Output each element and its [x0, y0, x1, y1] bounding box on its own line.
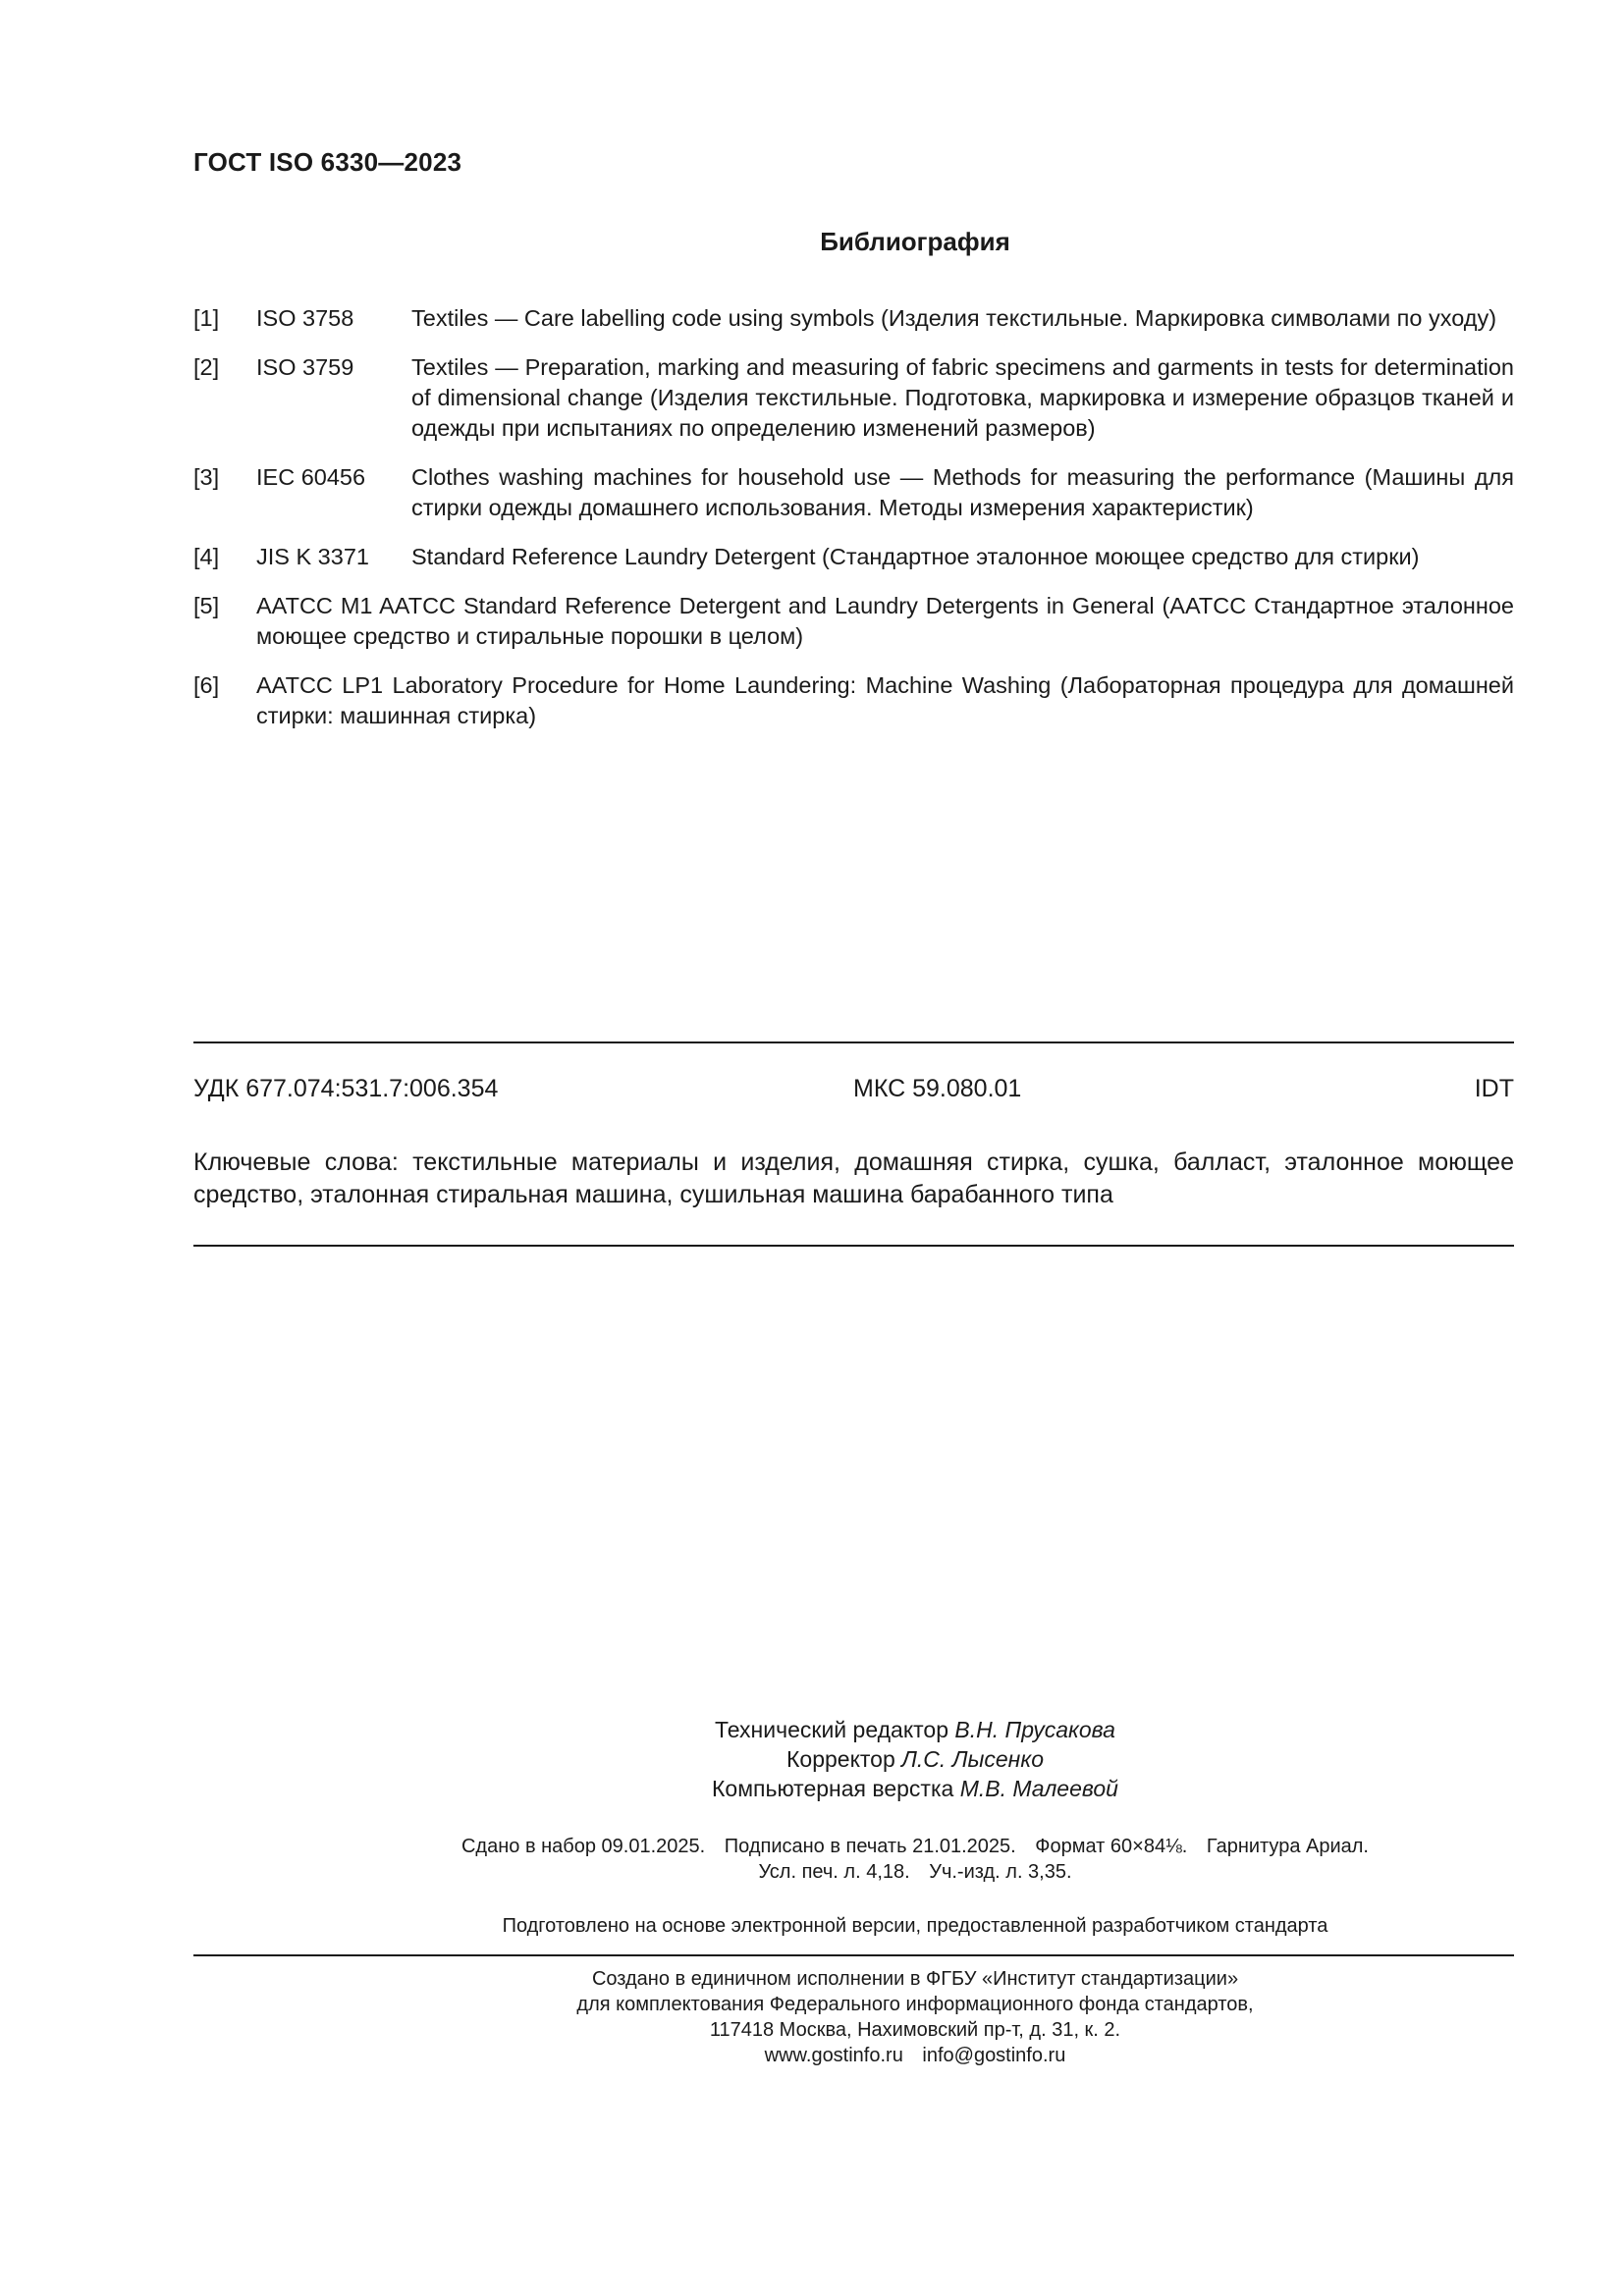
email-link[interactable]: info@gostinfo.ru: [922, 2045, 1066, 2066]
footer-line: для комплектования Федерального информационного фонда стандартов,: [576, 1994, 1254, 2015]
submitted-date: Сдано в набор 09.01.2025.: [460, 1836, 706, 1857]
credit-corrector: [206, 1744, 1624, 1774]
idt-label: IDT: [1474, 1075, 1514, 1102]
ref-number: [6]: [193, 672, 220, 698]
credit-layout: [206, 1774, 1624, 1803]
divider-bottom: [193, 1954, 1514, 1956]
credits-block: [0, 1715, 1624, 1803]
ref-number: [1]: [193, 305, 220, 331]
signed-date: Подписано в печать 21.01.2025.: [724, 1836, 1016, 1857]
bibliography-entry: [193, 462, 1514, 523]
ref-text: Standard Reference Laundry Detergent (Стандартное эталонное моющее средство для стирки): [411, 544, 1420, 569]
ref-number: [2]: [193, 354, 220, 380]
credit-label: Технический редактор: [715, 1717, 949, 1742]
paper-format: Формат 60×84⅛.: [1035, 1836, 1188, 1857]
ref-text: AATCC M1 AATCC Standard Reference Detergent and Laundry Detergents in General (AATCC Стандартное эталонное моющее средство и стиральные порошки в целом): [256, 593, 1514, 649]
ref-code: ISO 3759: [256, 354, 354, 380]
standard-header: ГОСТ ISO 6330—2023: [193, 147, 462, 177]
footer: [0, 1966, 1624, 2068]
ref-code: JIS K 3371: [256, 544, 369, 569]
divider-top: [193, 1041, 1514, 1043]
prepared-note: Подготовлено на основе электронной версии, предоставленной разработчиком стандарта: [502, 1915, 1328, 1937]
credit-name: Л.С. Лысенко: [901, 1746, 1044, 1772]
publication-line-2: [206, 1859, 1624, 1885]
bibliography-entry: [193, 591, 1514, 652]
credit-name: М.В. Малеевой: [959, 1776, 1118, 1801]
ref-number: [4]: [193, 544, 220, 569]
ref-text: Clothes washing machines for household use — Methods for measuring the performance (Машины для стирки одежды домашнего использования. Методы измерения характеристик): [411, 464, 1514, 520]
credit-tech-editor: [206, 1715, 1624, 1744]
credit-label: Корректор: [786, 1746, 895, 1772]
credit-name: В.Н. Прусакова: [954, 1717, 1115, 1742]
ref-code: IEC 60456: [256, 464, 366, 490]
keywords: Ключевые слова: текстильные материалы и изделия, домашняя стирка, сушка, балласт, эталонное моющее средство, эталонная стиральная машина, сушильная машина барабанного типа: [193, 1148, 1514, 1208]
bibliography-entry: [193, 352, 1514, 444]
ref-text: Textiles — Preparation, marking and measuring of fabric specimens and garments in tests for determination of dimensional change (Изделия текстильные. Подготовка, маркировка и измерение образцов тканей и одежды при испытаниях по определению изменений размеров): [411, 354, 1514, 441]
typeface: Гарнитура Ариал.: [1206, 1836, 1369, 1857]
print-sheets: Усл. печ. л. 4,18.: [758, 1861, 910, 1883]
udk-code: УДК 677.074:531.7:006.354: [193, 1075, 499, 1102]
publication-line-1: [206, 1834, 1624, 1859]
footer-line: 117418 Москва, Нахимовский пр-т, д. 31, к. 2.: [709, 2019, 1121, 2041]
pub-sheets: Уч.-изд. л. 3,35.: [929, 1861, 1072, 1883]
divider-middle: [193, 1245, 1514, 1247]
footer-line: Создано в единичном исполнении в ФГБУ «Институт стандартизации»: [591, 1968, 1239, 1990]
ref-text: Textiles — Care labelling code using symbols (Изделия текстильные. Маркировка символами по уходу): [411, 305, 1497, 331]
bibliography-entry: [193, 670, 1514, 731]
mks-code: МКС 59.080.01: [853, 1075, 1022, 1102]
ref-number: [5]: [193, 593, 220, 618]
credit-label: Компьютерная верстка: [712, 1776, 954, 1801]
bibliography-entry: [193, 542, 1514, 572]
publication-info: [0, 1834, 1624, 1885]
bibliography-entry: [193, 303, 1514, 334]
bibliography-list: [193, 303, 1514, 750]
ref-code: ISO 3758: [256, 305, 354, 331]
bibliography-title: Библиография: [820, 227, 1010, 256]
ref-number: [3]: [193, 464, 220, 490]
website-link[interactable]: www.gostinfo.ru: [764, 2045, 903, 2066]
footer-contacts: [206, 2043, 1624, 2068]
ref-text: AATCC LP1 Laboratory Procedure for Home Laundering: Machine Washing (Лабораторная процедура для домашней стирки: машинная стирка): [256, 672, 1514, 728]
